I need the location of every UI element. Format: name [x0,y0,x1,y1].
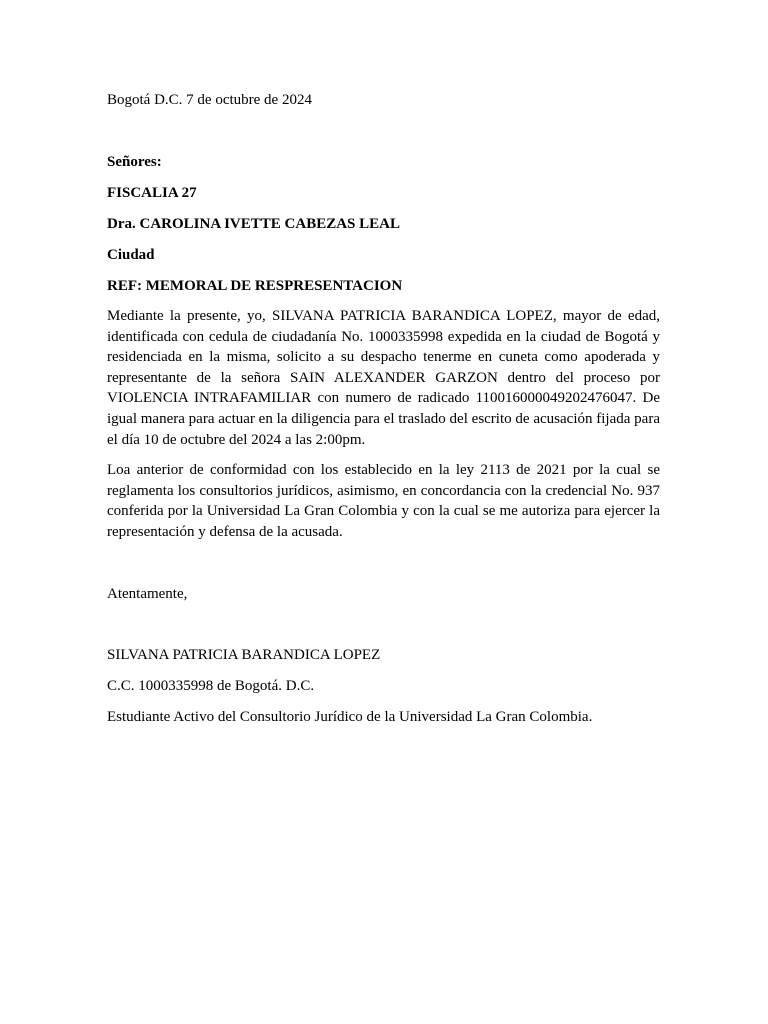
recipient-city: Ciudad [107,247,155,263]
recipient-name: Dra. CAROLINA IVETTE CABEZAS LEAL [107,216,400,232]
document-page [107,0,660,1024]
body-paragraph-2: Loa anterior de conformidad con los establecido en la ley 2113 de 2021 por la cual se reglamenta los consultorios jurídicos, asimismo, en concordancia con la credencial No. 937 conferida por la Universidad La Gran Colombia y con la cual se me autoriza para ejercer la representación y defensa de la acusada. [107,462,660,540]
body-paragraph-1: Mediante la presente, yo, SILVANA PATRICIA BARANDICA LOPEZ, mayor de edad, identificada con cedula de ciudadanía No. 1000335998 expedida en la ciudad de Bogotá y residenciada en la misma, solicito a su despacho tenerme en cuneta como apoderada y representante de la señora SAIN ALEXANDER GARZON dentro del proceso por VIOLENCIA INTRAFAMILIAR con numero de radicado 110016000049202476047. De igual manera para actuar en la diligencia para el traslado del escrito de acusación fijada para el día 10 de octubre del 2024 a las 2:00pm. [107,308,660,448]
salutation: Señores: [107,154,162,170]
reference-line: REF: MEMORAL DE RESPRESENTACION [107,278,403,294]
signer-role: Estudiante Activo del Consultorio Jurídico de la Universidad La Gran Colombia. [107,709,593,725]
date-line: Bogotá D.C. 7 de octubre de 2024 [107,92,312,108]
signer-name: SILVANA PATRICIA BARANDICA LOPEZ [107,647,381,663]
signer-id: C.C. 1000335998 de Bogotá. D.C. [107,678,315,694]
recipient-office: FISCALIA 27 [107,185,197,201]
closing: Atentamente, [107,586,188,602]
